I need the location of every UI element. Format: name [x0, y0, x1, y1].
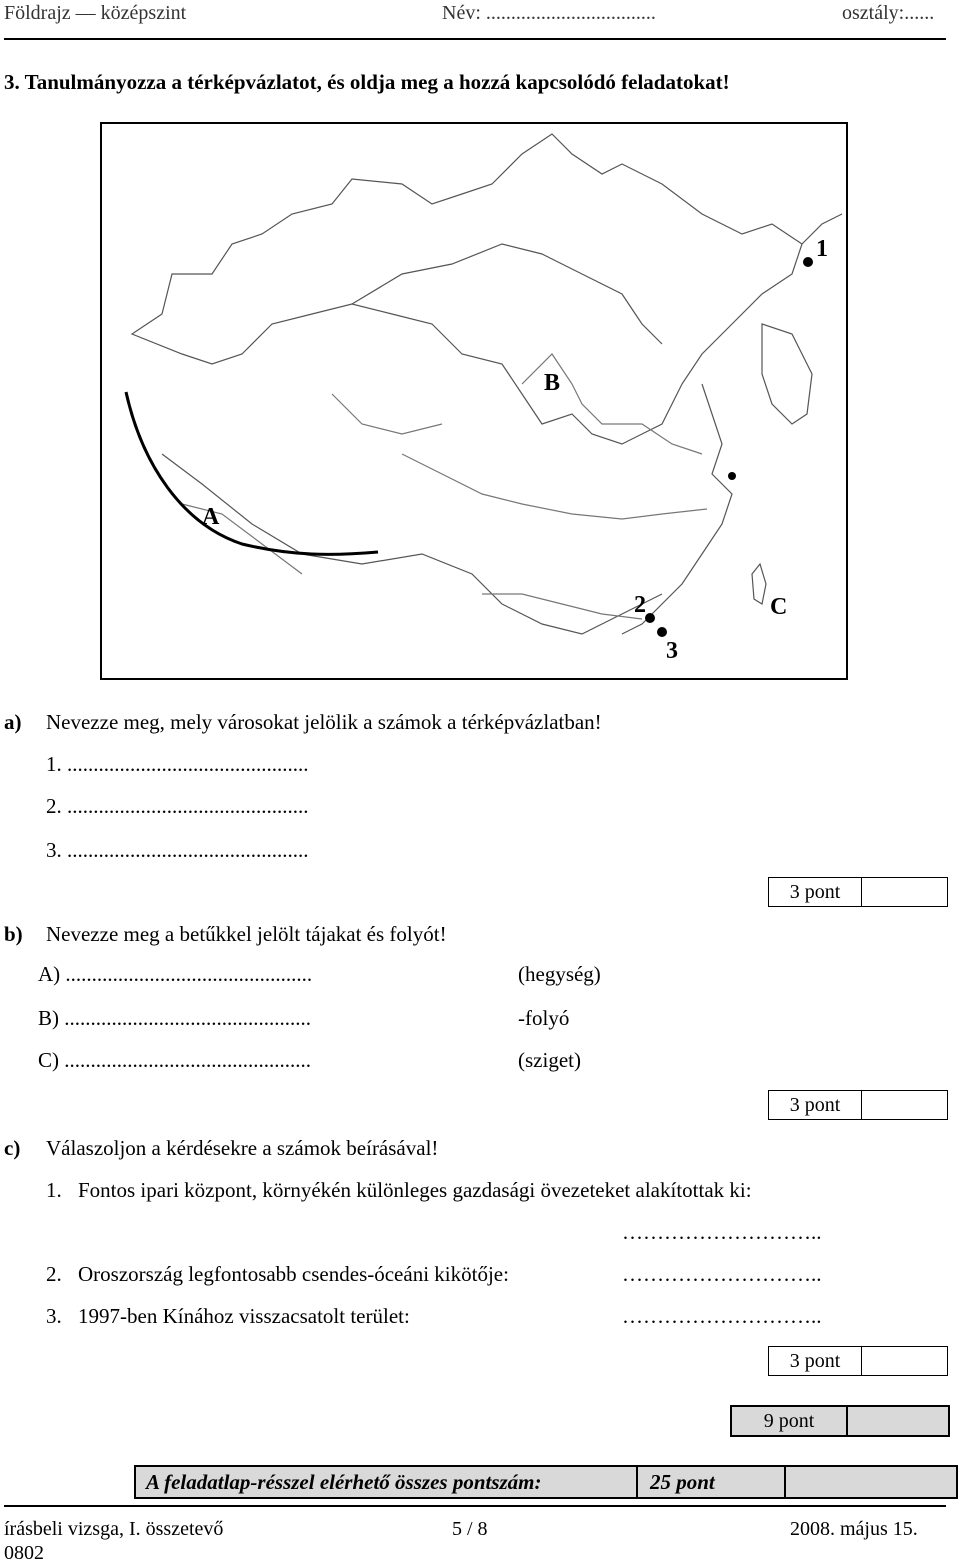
map-label-1: 1: [816, 236, 828, 262]
map-island: [752, 564, 766, 604]
item-text: 1997-ben Kínához visszacsatolt terület:: [78, 1304, 410, 1328]
total-label: A feladatlap-résszel elérhető összes pontszám:: [136, 1467, 638, 1497]
footer-left: írásbeli vizsga, I. összetevő: [4, 1518, 224, 1540]
item-number: 2.: [46, 1262, 62, 1286]
answer-line-c2[interactable]: ………………………..: [622, 1262, 822, 1286]
footer-divider: [4, 1505, 946, 1507]
map-label-b: B: [544, 370, 561, 396]
answer-line-c1[interactable]: ………………………..: [622, 1220, 822, 1244]
part-a-question: Nevezze meg, mely városokat jelölik a számok a térképvázlatban!: [46, 710, 602, 734]
map-river-line: [522, 354, 702, 454]
footer-page-number: 5 / 8: [452, 1518, 488, 1540]
city-3-dot: [657, 627, 667, 637]
score-box-a: [768, 877, 948, 907]
header-subject: Földrajz — középszint: [4, 2, 187, 24]
answer-line-a3[interactable]: 3. ..............................................: [46, 838, 309, 862]
score-entry-field[interactable]: [862, 878, 947, 906]
score-label: 3 pont: [769, 1347, 862, 1375]
map-label-c: C: [770, 594, 788, 620]
answer-suffix: (hegység): [518, 962, 601, 986]
header-class-field: osztály:......: [842, 2, 935, 24]
score-box-c: [768, 1346, 948, 1376]
part-a-letter: a): [4, 710, 22, 734]
answer-line-a1[interactable]: 1. ..............................................: [46, 752, 309, 776]
map-border-line: [132, 134, 802, 444]
map-river-line: [182, 504, 302, 574]
map-label-3: 3: [666, 638, 678, 664]
mountain-range-a-line: [126, 392, 378, 554]
answer-line-b-c[interactable]: C) ...............................................: [38, 1048, 311, 1072]
total-score-row: [134, 1465, 958, 1499]
score-label: 3 pont: [769, 1091, 862, 1119]
map-border-line: [352, 244, 662, 344]
task-title: 3. Tanulmányozza a térképvázlatot, és oldja meg a hozzá kapcsolódó feladatokat!: [4, 70, 730, 94]
subtotal-label: 9 pont: [732, 1407, 848, 1435]
total-value: 25 pont: [640, 1467, 786, 1497]
footer-code: 0802: [4, 1542, 44, 1564]
score-label: 3 pont: [769, 878, 862, 906]
item-number: 3.: [46, 1304, 62, 1328]
map-label-2: 2: [634, 592, 646, 618]
header-name-field: Név: ..................................: [442, 2, 656, 24]
score-box-b: [768, 1090, 948, 1120]
city-dot: [728, 472, 736, 480]
map-river-line: [402, 454, 707, 519]
map-label-a: A: [202, 504, 220, 530]
answer-suffix: (sziget): [518, 1048, 581, 1072]
map-sketch: [100, 122, 848, 680]
subtotal-box: [730, 1405, 950, 1437]
item-number: 1.: [46, 1178, 62, 1202]
part-b-letter: b): [4, 922, 23, 946]
city-2-dot: [645, 613, 655, 623]
part-b-question: Nevezze meg a betűkkel jelölt tájakat és folyót!: [46, 922, 447, 946]
answer-line-b-a[interactable]: A) ...............................................: [38, 962, 313, 986]
map-svg: [102, 124, 846, 678]
map-border-line: [162, 454, 662, 634]
item-text: Fontos ipari központ, környékén különleges gazdasági övezeteket alakítottak ki:: [78, 1178, 752, 1202]
part-c-letter: c): [4, 1136, 21, 1160]
answer-line-a2[interactable]: 2. ..............................................: [46, 794, 309, 818]
score-entry-field[interactable]: [862, 1347, 947, 1375]
map-river-line: [332, 394, 442, 434]
score-entry-field[interactable]: [862, 1091, 947, 1119]
subtotal-entry-field[interactable]: [850, 1407, 948, 1435]
city-1-dot: [803, 257, 813, 267]
answer-line-c3[interactable]: ………………………..: [622, 1304, 822, 1328]
map-coast-line: [762, 324, 812, 424]
header-divider: [4, 38, 946, 40]
answer-suffix: -folyó: [518, 1006, 570, 1030]
answer-line-b-b[interactable]: B) ...............................................: [38, 1006, 311, 1030]
part-c-question: Válaszoljon a kérdésekre a számok beírásával!: [46, 1136, 439, 1160]
footer-date: 2008. május 15.: [790, 1518, 918, 1540]
item-text: Oroszország legfontosabb csendes-óceáni kikötője:: [78, 1262, 509, 1286]
